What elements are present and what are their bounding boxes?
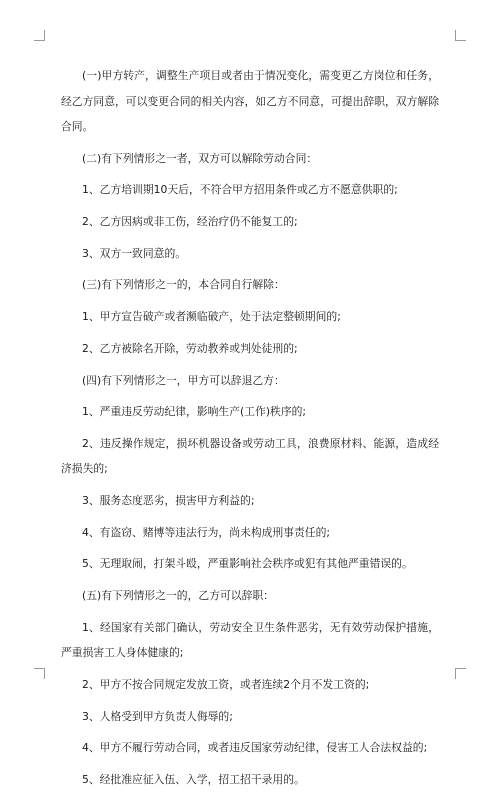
crop-mark-bottom-left <box>34 668 45 679</box>
paragraph: 2、违反操作规定，损坏机器设备或劳动工具，浪费原材料、能源，造成经济损失的; <box>61 436 439 476</box>
paragraph: 2、乙方被除名开除，劳动教养或判处徒刑的; <box>82 341 298 355</box>
crop-mark-bottom-right <box>455 668 466 679</box>
paragraph: 5、经批准应征入伍、入学，招工招干录用的。 <box>82 773 305 787</box>
paragraph: (四)有下列情形之一，甲方可以辞退乙方： <box>82 373 285 387</box>
paragraph: 3、人格受到甲方负责人侮辱的; <box>82 709 233 723</box>
paragraph: 1、甲方宣告破产或者濒临破产，处于法定整顿期间的; <box>82 310 341 324</box>
paragraph: (五)有下列情形之一的，乙方可以辞职： <box>82 589 274 603</box>
crop-mark-top-left <box>34 30 45 41</box>
document-body <box>61 63 439 799</box>
crop-mark-top-right <box>455 30 466 41</box>
paragraph: (三)有下列情形之一的，本合同自行解除： <box>82 278 285 292</box>
paragraph: (二)有下列情形之一者，双方可以解除劳动合同： <box>82 151 318 165</box>
paragraph: 5、无理取闹，打架斗殴，严重影响社会秩序或犯有其他严重错误的。 <box>82 557 413 571</box>
paragraph: 4、有盗窃、赌博等违法行为，尚未构成刑事责任的; <box>82 525 331 539</box>
paragraph: (一)甲方转产，调整生产项目或者由于情况变化，需变更乙方岗位和任务，经乙方同意，可以变更合同的相关内容，如乙方不同意，可提出辞职，双方解除合同。 <box>61 69 439 133</box>
paragraph: 1、严重违反劳动纪律，影响生产(工作)秩序的; <box>82 405 307 419</box>
paragraph: 2、乙方因病或非工伤，经治疗仍不能复工的; <box>82 215 298 229</box>
paragraph: 1、经国家有关部门确认，劳动安全卫生条件恶劣，无有效劳动保护措施，严重损害工人身体健康的; <box>61 620 439 660</box>
paragraph: 3、服务态度恶劣，损害甲方利益的; <box>82 494 255 508</box>
paragraph: 4、甲方不履行劳动合同，或者违反国家劳动纪律，侵害工人合法权益的; <box>82 741 428 755</box>
paragraph: 1、乙方培训期10天后，不符合甲方招用条件或乙方不愿意供职的; <box>82 183 398 197</box>
paragraph: 3、双方一致同意的。 <box>82 246 187 260</box>
paragraph: 2、甲方不按合同规定发放工资，或者连续2个月不发工资的; <box>82 678 370 691</box>
